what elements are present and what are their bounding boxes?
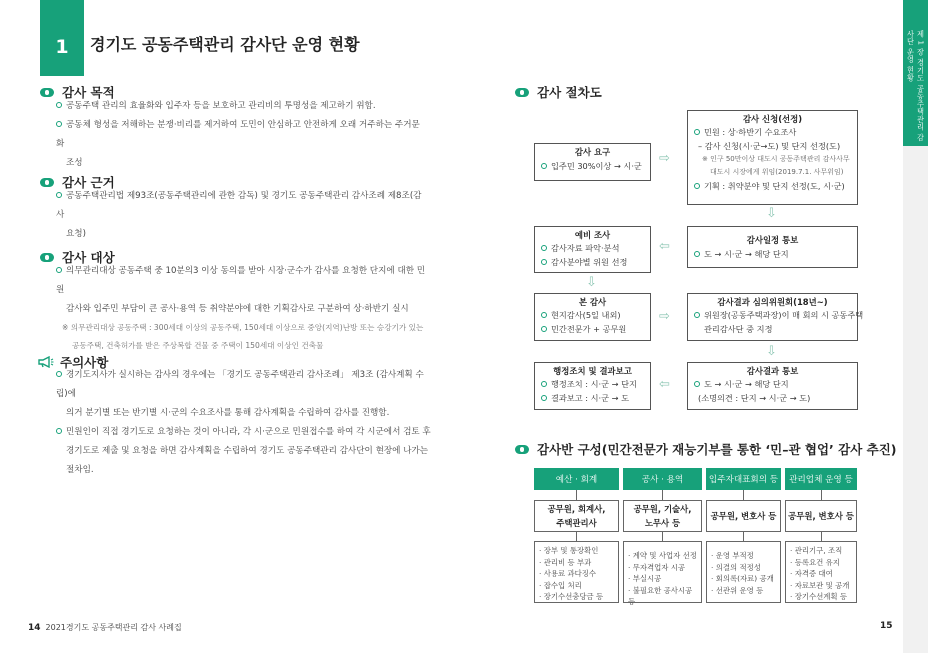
megaphone-icon — [38, 356, 54, 368]
bullet-icon — [40, 88, 54, 97]
page-number: 14 — [28, 623, 41, 633]
connector-line — [662, 532, 663, 541]
circle-bullet-icon — [694, 183, 700, 189]
circle-bullet-icon — [541, 381, 547, 387]
list-item-continued: 조성 — [66, 158, 83, 168]
target-note: ※ 의무관리대상 공동주택 : 300세대 이상의 공동주택, 150세대 이상으로 중앙(지역)난방 또는 승강기가 있는 — [62, 323, 424, 332]
org-tasks: · 관리기구, 조직 · 등록요건 유지 · 자격증 대여 · 자료보관 및 공개 · 장기수선계획 등 — [785, 541, 857, 603]
circle-bullet-icon — [694, 251, 700, 257]
circle-bullet-icon — [56, 102, 62, 108]
org-members: 공무원, 회계사, 주택관리사 — [534, 500, 619, 532]
flow-box-review-committee: 감사결과 심의위원회(18년~) 위원장(공동주택과장)이 매 회의 시 공동주택 관리감사단 중 지정 — [687, 293, 858, 341]
circle-bullet-icon — [56, 267, 62, 273]
org-members: 공무원, 변호사 등 — [785, 500, 857, 532]
arrow-down-icon: ⇩ — [586, 275, 597, 290]
connector-line — [576, 490, 577, 500]
caution-body — [56, 366, 431, 480]
footer-left — [28, 622, 182, 633]
list-item: 경기도지사가 실시하는 감사의 경우에는 「경기도 공동주택관리 감사조례」 제3조 (감사계획 수립)에 — [56, 370, 424, 399]
org-column-head: 공사 · 용역 — [623, 468, 702, 490]
purpose-heading: 감사 목적 — [40, 83, 115, 101]
circle-bullet-icon — [694, 129, 700, 135]
arrow-left-icon: ⇦ — [659, 239, 670, 254]
target-heading: 감사 대상 — [40, 248, 115, 266]
connector-line — [821, 490, 822, 500]
circle-bullet-icon — [56, 428, 62, 434]
basis-body — [56, 187, 426, 244]
list-item: 의무관리대상 공동주택 중 10분의3 이상 동의를 받아 시장·군수가 감사를 요청한 단지에 대한 민원 — [56, 266, 426, 295]
org-members: 공무원, 변호사 등 — [706, 500, 781, 532]
target-body — [56, 262, 431, 355]
arrow-left-icon: ⇦ — [659, 377, 670, 392]
flow-box-pre-survey: 예비 조사 감사자료 파악·분석 감사분야별 위원 선정 — [534, 226, 651, 273]
connector-line — [662, 490, 663, 500]
org-members: 공무원, 기술사, 노무사 등 — [623, 500, 702, 532]
side-strip — [903, 146, 928, 653]
org-column-head: 입주자대표회의 등 — [706, 468, 781, 490]
list-item-continued: 경기도로 제출 및 요청을 하면 감사계획을 수립하여 경기도 공동주택관리 감사단이 현장에 나가는 — [66, 446, 429, 456]
list-item-continued: 절차임. — [66, 465, 94, 475]
bullet-icon — [515, 445, 529, 454]
page-number: 15 — [880, 621, 893, 631]
circle-bullet-icon — [56, 121, 62, 127]
footer-title: 2021경기도 공동주택관리 감사 사례집 — [45, 623, 182, 632]
org-column-head: 예산 · 회계 — [534, 468, 619, 490]
list-item: 공동주택 관리의 효율화와 입주자 등을 보호하고 관리비의 투명성을 제고하기 위함. — [56, 97, 426, 116]
bullet-icon — [515, 88, 529, 97]
circle-bullet-icon — [541, 326, 547, 332]
bullet-icon — [40, 178, 54, 187]
circle-bullet-icon — [694, 381, 700, 387]
circle-bullet-icon — [541, 395, 547, 401]
arrow-right-icon: ⇨ — [659, 309, 670, 324]
circle-bullet-icon — [541, 245, 547, 251]
chapter-title: 경기도 공동주택관리 감사단 운영 현황 — [90, 35, 360, 54]
org-heading: 감사반 구성(민간전문가 재능기부를 통한 ‘민–관 협업’ 감사 추진) — [515, 440, 897, 458]
basis-heading: 감사 근거 — [40, 173, 115, 191]
circle-bullet-icon — [541, 312, 547, 318]
flow-box-main-audit: 본 감사 현지감사(5일 내외) 민간전문가 + 공무원 — [534, 293, 651, 341]
flow-box-admin-action: 행정조치 및 결과보고 행정조치 : 시·군 → 단지 결과보고 : 시·군 → 도 — [534, 362, 651, 410]
circle-bullet-icon — [56, 192, 62, 198]
list-item: 민원인이 직접 경기도로 요청하는 것이 아니라, 각 시·군으로 민원접수를 하여 각 시군에서 검토 후 — [56, 423, 431, 442]
connector-line — [576, 532, 577, 541]
flow-heading: 감사 절차도 — [515, 83, 602, 101]
connector-line — [821, 532, 822, 541]
circle-bullet-icon — [56, 371, 62, 377]
arrow-down-icon: ⇩ — [766, 344, 777, 359]
org-tasks: · 계약 및 사업자 선정 · 무자격업자 시공 · 부실시공 · 불필요한 공사시공 등 — [623, 541, 702, 603]
bullet-icon — [40, 253, 54, 262]
caution-heading: 주의사항 — [38, 353, 108, 371]
arrow-down-icon: ⇩ — [766, 206, 777, 221]
chapter-side-tab: 제 1 장 경기도 공동주택관리 감사단 운영 현황 — [903, 0, 928, 146]
list-item-continued: 요청) — [66, 229, 86, 239]
purpose-body — [56, 97, 426, 173]
flow-box-result-notice: 감사결과 통보 도 → 시·군 → 해당 단지 (소명의견 : 단지 → 시·군 → 도) — [687, 362, 858, 410]
list-item: 공동체 형성을 저해하는 분쟁·비리를 제거하여 도민이 안심하고 안전하게 오래 거주하는 주거문화 — [56, 120, 420, 149]
flow-box-request: 감사 요구 입주민 30%이상 → 시·군 — [534, 143, 651, 181]
list-item-continued: 의거 분기별 또는 반기별 시·군의 수요조사를 통해 감사계획을 수립하여 감사를 진행함. — [66, 408, 390, 418]
chapter-number: 1 — [40, 0, 84, 76]
org-column-head: 관리업체 운영 등 — [785, 468, 857, 490]
connector-line — [743, 532, 744, 541]
org-tasks: · 장부 및 통장확인 · 관리비 등 부과 · 사용료 과다징수 · 잡수입 처리 · 장기수선충당금 등 — [534, 541, 619, 603]
circle-bullet-icon — [694, 312, 700, 318]
circle-bullet-icon — [541, 163, 547, 169]
org-tasks: · 운영 부적정 · 의결의 적정성 · 회의록(자료) 공개 · 선관위 운영 등 — [706, 541, 781, 603]
arrow-right-icon: ⇨ — [659, 151, 670, 166]
flow-box-schedule-notice: 감사일정 통보 도 → 시·군 → 해당 단지 — [687, 226, 858, 268]
list-item: 공동주택관리법 제93조(공동주택관리에 관한 감독) 및 경기도 공동주택관리 감사조례 제8조(감사 — [56, 191, 422, 220]
circle-bullet-icon — [541, 259, 547, 265]
connector-line — [743, 490, 744, 500]
flow-box-apply: 감사 신청(선정) 민원 : 상·하반기 수요조사 – 감사 신청(시·군→도) 및 단지 선정(도) ※ 인구 50만이상 대도시 공동주택관리 감사사무 대도시 시장에게 위임(2019.7.1. 사무위임) 기획 : 취약분야 및 단지 선정(도, 시·군) — [687, 110, 858, 205]
target-note: 공동주택, 건축허가를 받은 주상복합 건물 중 주택이 150세대 이상인 건축물 — [72, 341, 324, 350]
list-item-continued: 감사와 입주민 부담이 큰 공사·용역 등 취약분야에 대한 기획감사로 구분하여 상·하반기 실시 — [66, 304, 409, 314]
